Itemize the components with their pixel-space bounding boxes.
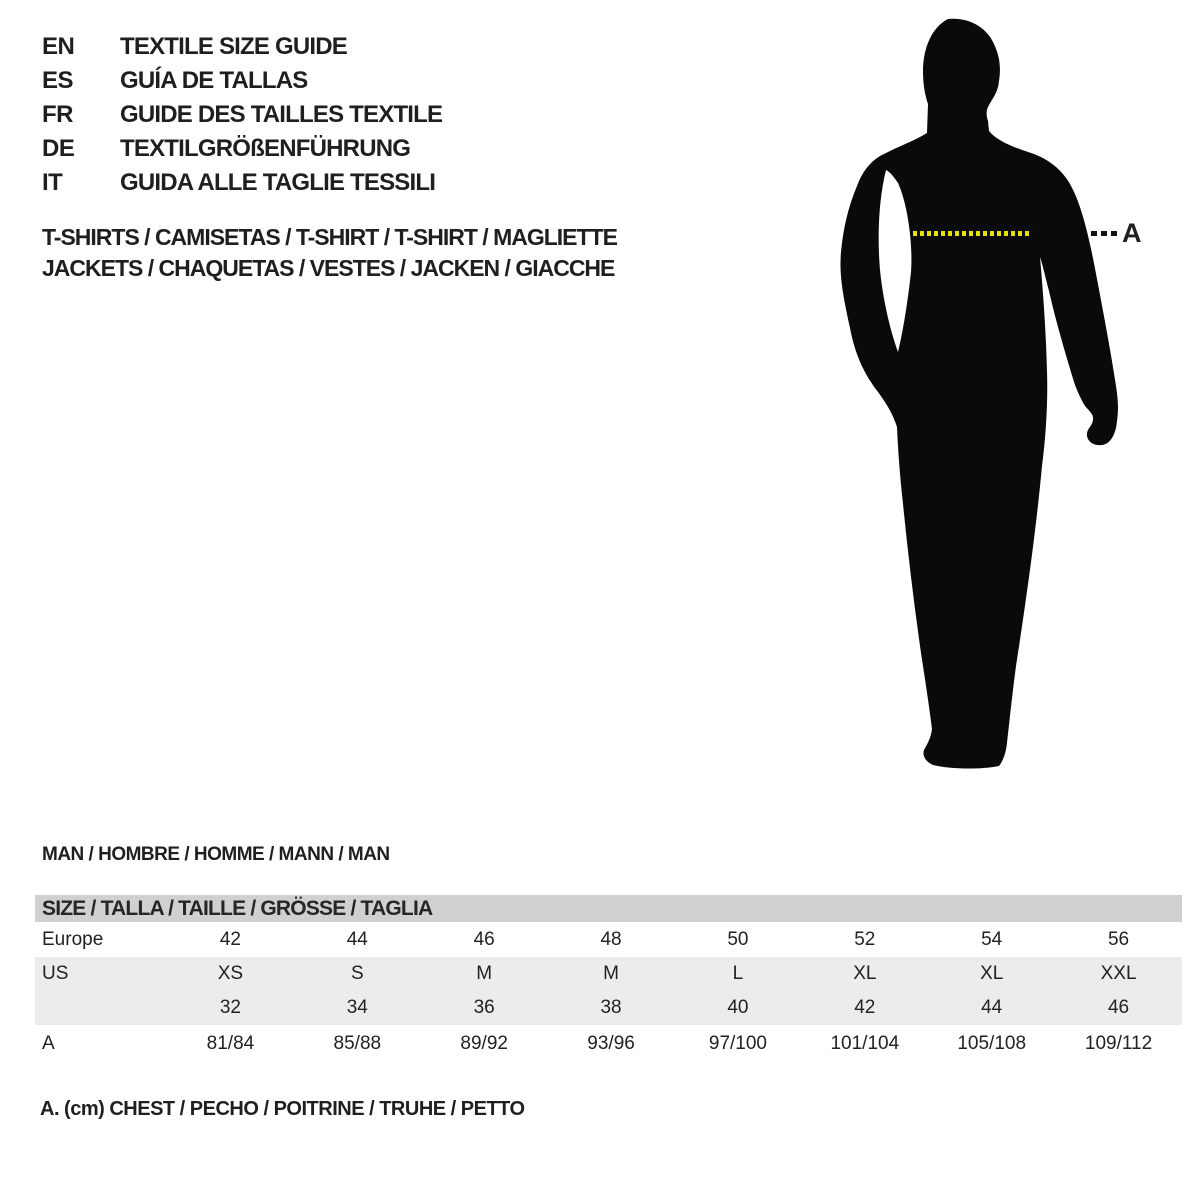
cell-num-8: 46	[1107, 997, 1130, 1018]
cell-us-5: L	[732, 963, 744, 984]
cell-us-8: XXL	[1100, 963, 1137, 984]
lang-label-de: TEXTILGRÖßENFÜHRUNG	[120, 135, 411, 162]
cell-europe-4: 48	[600, 928, 622, 950]
cell-us-2: S	[350, 963, 364, 984]
cell-us-7: XL	[980, 963, 1004, 984]
section-title-man: MAN / HOMBRE / HOMME / MANN / MAN	[42, 844, 390, 865]
cell-a-2: 85/88	[333, 1032, 382, 1054]
category-line-tshirts: T-SHIRTS / CAMISETAS / T-SHIRT / T-SHIRT / MAGLIETTE	[42, 224, 617, 250]
cell-a-3: 89/92	[460, 1032, 508, 1054]
cell-europe-7: 54	[981, 928, 1003, 950]
cell-a-5: 97/100	[708, 1032, 767, 1054]
cell-europe-6: 52	[854, 928, 876, 950]
cell-num-7: 44	[981, 997, 1003, 1018]
cell-us-3: M	[476, 963, 493, 984]
size-table-header: SIZE / TALLA / TAILLE / GRÖSSE / TAGLIA	[35, 895, 1182, 922]
cell-europe-3: 46	[473, 928, 495, 950]
cell-a-1: 81/84	[206, 1032, 255, 1054]
lang-row-en	[42, 30, 442, 64]
cell-europe-2: 44	[346, 928, 368, 950]
cell-europe-5: 50	[727, 928, 749, 950]
lang-label-fr: GUIDE DES TAILLES TEXTILE	[120, 101, 443, 128]
category-block	[42, 222, 617, 284]
cell-a-7: 105/108	[957, 1032, 1027, 1054]
cell-europe-8: 56	[1107, 928, 1130, 950]
lang-row-fr	[42, 98, 442, 132]
lang-label-es: GUÍA DE TALLAS	[120, 67, 308, 94]
cell-us-1: XS	[217, 963, 244, 984]
lang-row-it	[42, 166, 442, 200]
cell-num-6: 42	[854, 997, 876, 1018]
lang-code-en: EN	[42, 33, 75, 60]
lang-code-es: ES	[42, 67, 74, 94]
measure-label-a: A	[1122, 218, 1142, 248]
cell-a-6: 101/104	[830, 1032, 900, 1054]
measure-callout-dashes	[1091, 231, 1118, 236]
lang-label-it: GUIDA ALLE TAGLIE TESSILI	[120, 169, 436, 196]
table-row-us	[35, 957, 1182, 991]
lang-label-en: TEXTILE SIZE GUIDE	[120, 33, 347, 60]
cell-num-1: 32	[219, 997, 241, 1018]
cell-num-3: 36	[473, 997, 495, 1018]
lang-code-it: IT	[42, 169, 63, 196]
row-label-us: US	[42, 963, 69, 984]
lang-row-es	[42, 64, 442, 98]
row-label-a: A	[42, 1032, 55, 1054]
chest-measure-dotted-line	[913, 231, 1031, 236]
lang-code-de: DE	[42, 135, 75, 162]
category-line-jackets: JACKETS / CHAQUETAS / VESTES / JACKEN / GIACCHE	[42, 255, 615, 281]
table-row-numeric	[35, 991, 1182, 1025]
footnote-chest-measurement: A. (cm) CHEST / PECHO / POITRINE / TRUHE / PETTO	[40, 1098, 525, 1120]
cell-a-4: 93/96	[587, 1032, 635, 1054]
lang-code-fr: FR	[42, 101, 73, 128]
row-label-europe: Europe	[42, 928, 104, 950]
cell-num-5: 40	[727, 997, 749, 1018]
language-guide-block	[42, 30, 442, 200]
lang-row-de	[42, 132, 442, 166]
cell-europe-1: 42	[219, 928, 241, 950]
man-silhouette-figure	[838, 14, 1130, 776]
cell-us-6: XL	[853, 963, 877, 984]
table-row-chest-a	[35, 1025, 1182, 1062]
man-silhouette	[838, 14, 1130, 776]
cell-us-4: M	[603, 963, 619, 984]
cell-num-2: 34	[346, 997, 368, 1018]
size-table	[35, 895, 1182, 1062]
cell-a-8: 109/112	[1084, 1032, 1153, 1054]
table-row-europe	[35, 922, 1182, 957]
cell-num-4: 38	[600, 997, 622, 1018]
